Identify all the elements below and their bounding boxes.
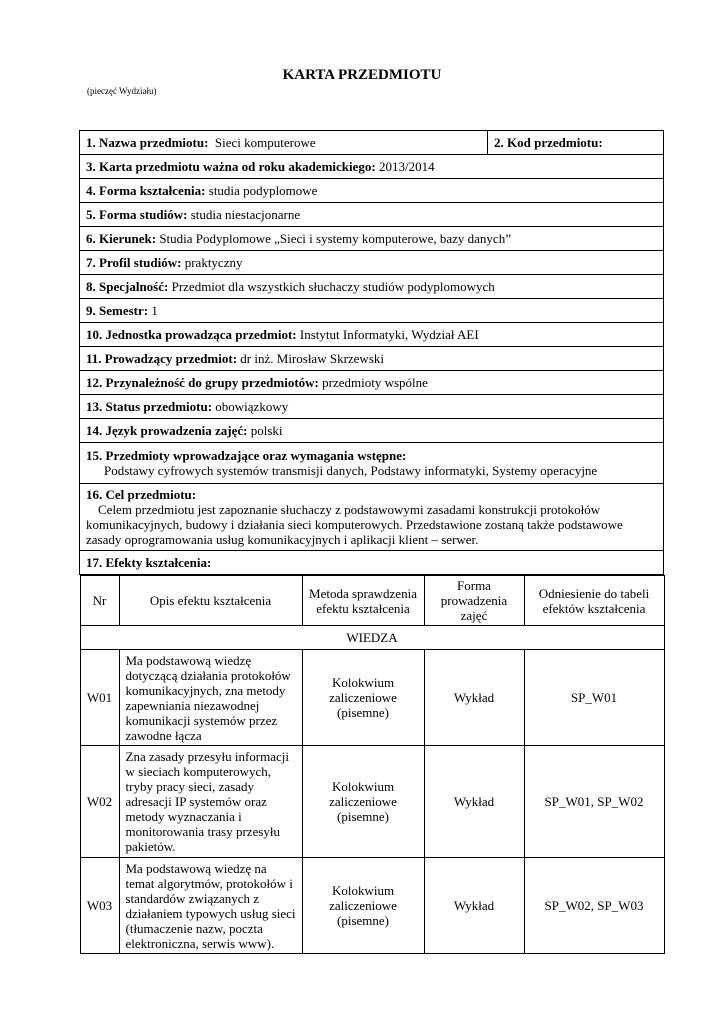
semester-label: 9. Semestr: — [86, 303, 149, 318]
outcomes-header-row — [80, 576, 664, 626]
row-course-goal — [80, 484, 664, 551]
outcome-reference: SP_W01, SP_W02 — [524, 746, 664, 858]
row-valid-year — [80, 155, 664, 179]
row-learning-outcomes — [80, 551, 664, 575]
education-form-value: studia podyplomowe — [208, 183, 318, 198]
study-form-label: 5. Forma studiów: — [86, 207, 188, 222]
outcome-reference: SP_W02, SP_W03 — [524, 858, 664, 954]
course-card-table — [79, 130, 664, 954]
education-form-label: 4. Forma kształcenia: — [86, 183, 206, 198]
row-semester — [80, 299, 664, 323]
row-group — [80, 371, 664, 395]
profile-value: praktyczny — [184, 255, 243, 270]
specialty-value: Przedmiot dla wszystkich słuchaczy studiów podyplomowych — [171, 279, 495, 294]
language-value: polski — [250, 423, 283, 438]
outcome-form: Wykład — [424, 650, 524, 746]
outcome-nr: W02 — [80, 746, 119, 858]
faculty-stamp-caption: (pieczęć Wydziału) — [87, 86, 157, 96]
course-goal-value: Celem przedmiotu jest zapoznanie słuchaczy z podstawowymi zasadami konstrukcji protokołów komunikacyjnych, budowy i działania sieci komputerowych. Przedstawione zostaną także podstawowe zasady oprogramowania usług komunikacyjnych i aplikacji klient – serwer. — [86, 502, 623, 547]
course-name-label: 1. Nazwa przedmiotu: — [86, 135, 209, 150]
row-language — [80, 419, 664, 443]
row-course-name — [80, 131, 664, 155]
document-title: KARTA PRZEDMIOTU — [282, 67, 442, 83]
valid-year-value: 2013/2014 — [378, 159, 435, 174]
course-code-label: 2. Kod przedmiotu: — [494, 135, 603, 150]
specialty-label: 8. Specjalność: — [86, 279, 169, 294]
row-prerequisites — [80, 443, 664, 484]
semester-value: 1 — [151, 303, 158, 318]
header-nr: Nr — [80, 576, 119, 626]
course-name-value: Sieci komputerowe — [214, 135, 316, 150]
unit-label: 10. Jednostka prowadząca przedmiot: — [86, 327, 297, 342]
outcome-description: Ma podstawową wiedzę na temat algorytmów, protokołów i standardów związanych z działaniem typowych usług sieci (tłumaczenie nazw, poczta elektroniczna, serwis www). — [119, 858, 302, 954]
learning-outcomes-label: 17. Efekty kształcenia: — [86, 555, 212, 570]
status-label: 13. Status przedmiotu: — [86, 399, 213, 414]
row-lecturer — [80, 347, 664, 371]
header-reference: Odniesienie do tabeli efektów kształcenia — [524, 576, 664, 626]
outcome-reference: SP_W01 — [524, 650, 664, 746]
outcome-method: Kolokwium zaliczeniowe (pisemne) — [302, 858, 424, 954]
outcome-nr: W01 — [80, 650, 119, 746]
section-knowledge: WIEDZA — [80, 626, 664, 650]
row-unit — [80, 323, 664, 347]
table-row — [80, 858, 664, 954]
group-value: przedmioty wspólne — [322, 375, 428, 390]
study-form-value: studia niestacjonarne — [190, 207, 301, 222]
row-study-form — [80, 203, 664, 227]
prerequisites-value: Podstawy cyfrowych systemów transmisji danych, Podstawy informatyki, Systemy operacyjne — [104, 463, 598, 478]
outcome-method: Kolokwium zaliczeniowe (pisemne) — [302, 746, 424, 858]
status-value: obowiązkowy — [215, 399, 289, 414]
row-education-form — [80, 179, 664, 203]
prerequisites-label: 15. Przedmioty wprowadzające oraz wymagania wstępne: — [86, 448, 407, 463]
header-form: Forma prowadzenia zajęć — [424, 576, 524, 626]
language-label: 14. Język prowadzenia zajęć: — [86, 423, 248, 438]
header-description: Opis efektu kształcenia — [119, 576, 302, 626]
profile-label: 7. Profil studiów: — [86, 255, 182, 270]
table-row — [80, 746, 664, 858]
header-method: Metoda sprawdzenia efektu kształcenia — [302, 576, 424, 626]
direction-label: 6. Kierunek: — [86, 231, 157, 246]
row-profile — [80, 251, 664, 275]
course-goal-label: 16. Cel przedmiotu: — [86, 487, 197, 502]
row-specialty — [80, 275, 664, 299]
outcome-description: Ma podstawową wiedzę dotyczącą działania protokołów komunikacyjnych, zna metody zapewniania niezawodnej komunikacji systemów przez zawodne łącza — [119, 650, 302, 746]
learning-outcomes-table — [80, 575, 665, 954]
outcome-nr: W03 — [80, 858, 119, 954]
outcome-description: Zna zasady przesyłu informacji w sieciach komputerowych, tryby pracy sieci, zasady adresacji IP systemów oraz metody wyznaczania i monitorowania trasy przesyłu pakietów. — [119, 746, 302, 858]
lecturer-value: dr inż. Mirosław Skrzewski — [240, 351, 384, 366]
valid-year-label: 3. Karta przedmiotu ważna od roku akademickiego: — [86, 159, 376, 174]
row-direction — [80, 227, 664, 251]
lecturer-label: 11. Prowadzący przedmiot: — [86, 351, 238, 366]
group-label: 12. Przynależność do grupy przedmiotów: — [86, 375, 319, 390]
outcome-method: Kolokwium zaliczeniowe (pisemne) — [302, 650, 424, 746]
row-status — [80, 395, 664, 419]
direction-value: Studia Podyplomowe „Sieci i systemy komputerowe, bazy danych” — [159, 231, 511, 246]
unit-value: Instytut Informatyki, Wydział AEI — [299, 327, 479, 342]
outcome-form: Wykład — [424, 858, 524, 954]
table-row — [80, 650, 664, 746]
outcome-form: Wykład — [424, 746, 524, 858]
section-row-knowledge — [80, 626, 664, 650]
